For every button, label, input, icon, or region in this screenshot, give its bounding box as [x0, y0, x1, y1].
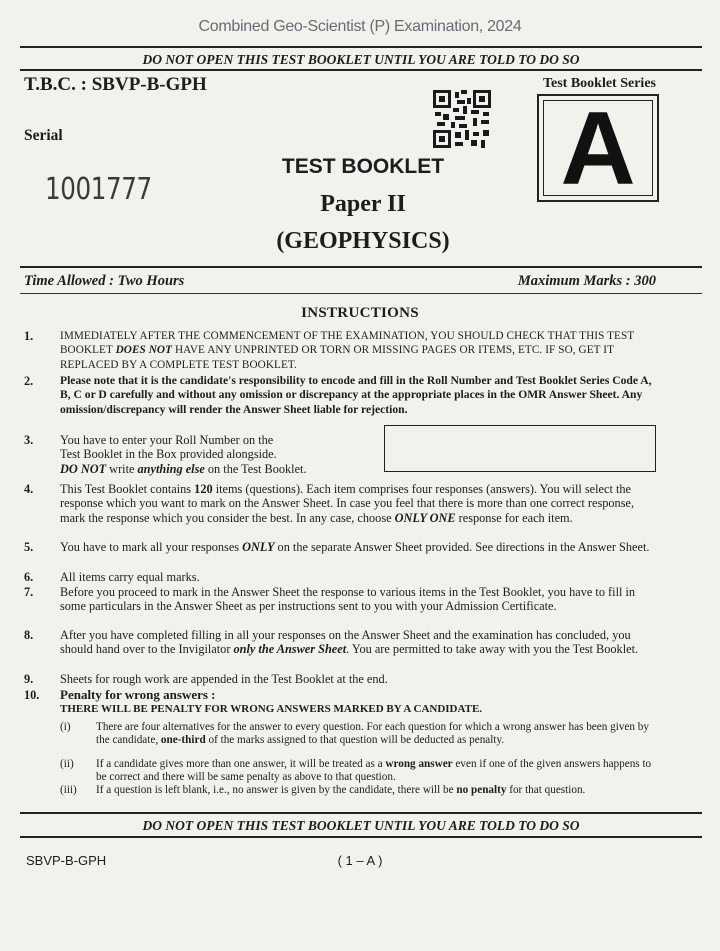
top-warning-banner: DO NOT OPEN THIS TEST BOOKLET UNTIL YOU ARE TOLD TO DO SO — [142, 52, 580, 67]
divider — [20, 293, 702, 294]
page-number: ( 1 – A ) — [337, 853, 383, 868]
instructions-heading: INSTRUCTIONS — [301, 305, 419, 321]
instruction-6: 6. All items carry equal marks. — [24, 570, 200, 584]
penalty-rule-3: (iii) If a question is left blank, i.e., no answer is given by the candidate, there will be no penalty for that question. — [60, 784, 586, 796]
divider — [20, 46, 702, 48]
penalty-title: Penalty for wrong answers : — [60, 687, 216, 702]
item-number: 8. — [24, 628, 34, 642]
tbc-code: T.B.C. : SBVP-B-GPH — [24, 74, 207, 95]
instruction-7: 7. Before you proceed to mark in the Answer Sheet the response to various items in the Test Booklet, you have to fill in some particulars in the Answer Sheet as per instructions sent to you with your Admission Certificate. — [24, 585, 636, 614]
bottom-warning-banner: DO NOT OPEN THIS TEST BOOKLET UNTIL YOU ARE TOLD TO DO SO — [142, 818, 580, 833]
instruction-1: 1. IMMEDIATELY AFTER THE COMMENCEMENT OF THE EXAMINATION, YOU SHOULD CHECK THAT THIS TEST BOOKLET DOES NOT HAVE ANY UNPRINTED OR TORN OR MISSING PAGES OR ITEMS, ETC. IF SO, GET IT REPLACED BY A COMPLETE TEST BOOKLET. — [24, 329, 635, 371]
footer-code: SBVP-B-GPH — [26, 853, 107, 868]
series-letter: A — [560, 91, 636, 207]
serial-label: Serial — [24, 127, 63, 144]
booklet-title: TEST BOOKLET — [281, 155, 445, 178]
series-box — [537, 91, 659, 207]
maximum-marks: Maximum Marks : 300 — [517, 273, 656, 289]
instruction-5: 5. You have to mark all your responses ONLY on the separate Answer Sheet provided. See directions in the Answer Sheet. — [24, 540, 650, 554]
instruction-10 — [24, 688, 658, 717]
time-allowed: Time Allowed : Two Hours — [24, 273, 185, 289]
paper-name: Paper II — [320, 191, 406, 217]
item-number: 4. — [24, 482, 34, 496]
item-number: 5. — [24, 540, 34, 554]
divider — [20, 69, 702, 71]
instruction-4: 4. This Test Booklet contains 120 items (questions). Each item comprises four responses (answers). You will select the response which you want to mark on the Answer Sheet. In case you feel that there is more than one correct response, mark the response which you consider the best. In any case, choose ONLY ONE response for each item. — [24, 482, 635, 525]
serial-number: 1001777 — [45, 172, 152, 207]
penalty-rule-1: (i) There are four alternatives for the answer to every question. For each question for which a wrong answer has been given by the candidate, one-third of the marks assigned to that question will be deducted as penalty. — [60, 721, 649, 746]
instruction-3: 3. You have to enter your Roll Number on the Test Booklet in the Box provided alongside. DO NOT write anything else on the Test Booklet. — [24, 433, 307, 476]
qr-code-icon — [433, 90, 491, 148]
item-number: 7. — [24, 585, 34, 599]
test-booklet-series-label: Test Booklet Series — [542, 76, 656, 91]
item-number: 9. — [24, 672, 34, 686]
item-number: 10. — [24, 688, 40, 702]
divider — [20, 266, 702, 268]
subject-name: (GEOPHYSICS) — [276, 228, 450, 254]
item-number: 1. — [24, 329, 34, 343]
divider — [20, 812, 702, 814]
instruction-9: 9. Sheets for rough work are appended in the Test Booklet at the end. — [24, 672, 388, 686]
exam-stamp: Combined Geo-Scientist (P) Examination, 2024 — [198, 18, 522, 35]
item-number: 3. — [24, 433, 34, 447]
item-number: 6. — [24, 570, 34, 584]
divider — [20, 836, 702, 838]
penalty-rule-2: (ii) If a candidate gives more than one answer, it will be treated as a wrong answer even if one of the given answers happens to be correct and there will be same penalty as above to that question. — [60, 758, 652, 783]
instruction-8: 8. After you have completed filling in all your responses on the Answer Sheet and the examination has concluded, you should hand over to the Invigilator only the Answer Sheet. You are permitted to take away with you the Test Booklet. — [24, 628, 639, 657]
item-number: 2. — [24, 374, 34, 388]
instruction-2: 2. Please note that it is the candidate's responsibility to encode and fill in the Roll Number and Test Booklet Series Code A, B, C or D carefully and without any omission or discrepancy at the appropriate places in the OMR Answer Sheet. Any omission/discrepancy will render the Answer Sheet liable for rejection. — [24, 374, 652, 416]
penalty-subtitle: THERE WILL BE PENALTY FOR WRONG ANSWERS MARKED BY A CANDIDATE. — [60, 703, 483, 716]
roll-number-box[interactable] — [384, 425, 656, 472]
